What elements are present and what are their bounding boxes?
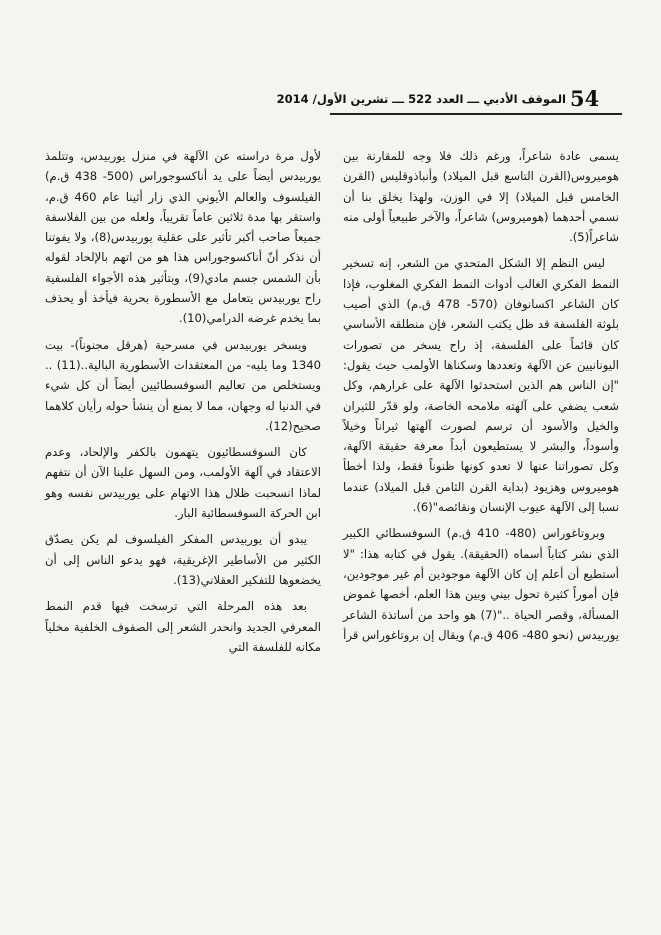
right-column (343, 146, 619, 651)
running-title: الموقف الأدبي ـــ العدد 522 ـــ تشرين الأول/ 2014 (276, 92, 566, 106)
paragraph: كان السوفسطائيون يتهمون بالكفر والإلحاد، وعدم الاعتقاد في آلهة الأولمب، ومن السهل علينا الآن أن نتفهم لماذا انسحبت ظلال هذا الاتهام على يوربيدس نفسه وهو ابن الحركة السوفسطائية البار. (45, 445, 321, 521)
paragraph: يسمى عادة شاعراً، ورغم ذلك فلا وجه للمقارنة بين هوميروس(القرن التاسع قبل الميلاد) وأنباذوقليس (القرن الخامس قبل الميلاد) إلا في الوزن، ولهذا يخلق بنا أن نسمي أحدهما (هوميروس) شاعراً، والآخر طبيعياً أولى منه شاعراً(5). (343, 149, 619, 245)
left-column (45, 146, 321, 663)
paragraph: يبدو أن يوربيدس المفكر الفيلسوف لم يكن يصدّق الكثير من الأساطير الإغريقية، فهو يدعو الناس إلى أن يخضعوها للتفكير العقلاني(13). (45, 532, 321, 587)
paragraph: ويسخر يوربيدس في مسرحية (هرقل مجنوناً)- بيت 1340 وما يليه- من المعتقدات الأسطورية البالية..(11) .. ويستخلص من تعاليم السوفسطائيين أيضاً أن كل شيء في الدنيا له وجهان، مما لا يمنع أن ينشأ حوله رأيان كلاهما صحيح(12). (45, 337, 321, 433)
paragraph: بعد هذه المرحلة التي ترسخت فيها قدم النمط المعرفي الجديد وانحدر الشعر إلى الصفوف الخلفية مخلياً مكانه للفلسفة التي (45, 599, 321, 654)
page-number: 54 (570, 86, 600, 111)
header-rule (330, 113, 622, 115)
paragraph: وبروتاغوراس (480- 410 ق.م) السوفسطائي الكبير الذي نشر كتاباً أسماه (الحقيقة). يقول في كتابه هذا: "لا أستطيع أن أعلم إن كان الآلهة موجودين أم غير موجودين، فإن أموراً كثيرة تحول بيني وبين هذا العلم، أخصها غموض المسألة، وقصر الحياة .."(7) هو واحد من أساتذة الشاعر يوربيدس (نحو 480- 406 ق.م) ويقال إن بروتاغوراس قرأ (343, 526, 619, 642)
paragraph: ليس النظم إلا الشكل المتحدي من الشعر، إنه تسخير النمط الفكري الغالب أدوات النمط الفكري المغلوب، فإذا كان الشاعر اكسانوفان (570- 478 ق.م) الذي أصيب بلوثة الفلسفة قد ظل يكتب الشعر، فإن منطلقه الأساسي كان قائماً على الفلسفة، إذ راح يسخر من تصورات اليونانيين عن الآلهة وتعددها وسكناها الأولمب حيث يقول: "إن الناس هم الذين استحدثوا الآلهة على غرارهم، وكل شعب يضفي على آلهته ملامحه الخاصة، ولو قدّر للثيران والخيل والأسود أن ترسم لصورت آلهتها ثيراناً وخيلاً وأسوداً، والبشر لا يستطيعون أبداً معرفة حقيقة الآلهة، وكل تصوراتنا عنها لا تعدو كونها ظنوناً فقط، ولذا أخطأ هوميروس وهزيود (بداية القرن الثامن قبل الميلاد) عندما نسبا إلى الآلهة عيوب الإنسان ونقائصه"(6). (343, 256, 619, 515)
paragraph: لأول مرة دراسته عن الآلهة في منزل يوربيدس، وتتلمذ يوربيدس أيضاً على يد أناكسوجوراس (500- 438 ق.م) الفيلسوف والعالم الأيوني الذي زار أثينا عام 460 ق.م، واستقر بها مدة ثلاثين عاماً تقريباً، ولعله من بين الفلاسفة جميعاً صاحب أكبر تأثير على عقلية يوربيدس(8)، ولا يفوتنا أن نذكر أنّ أناكسوجوراس هذا هو من اتهم بالإلحاد لقوله بأن الشمس جسم مادي(9)، وبتأثير هذه الأجواء الفلسفية راح يوربيدس يتعامل مع الأسطورة بحرية فيأخذ أو يحذف بما يخدم غرضه الدرامي(10). (45, 149, 321, 326)
